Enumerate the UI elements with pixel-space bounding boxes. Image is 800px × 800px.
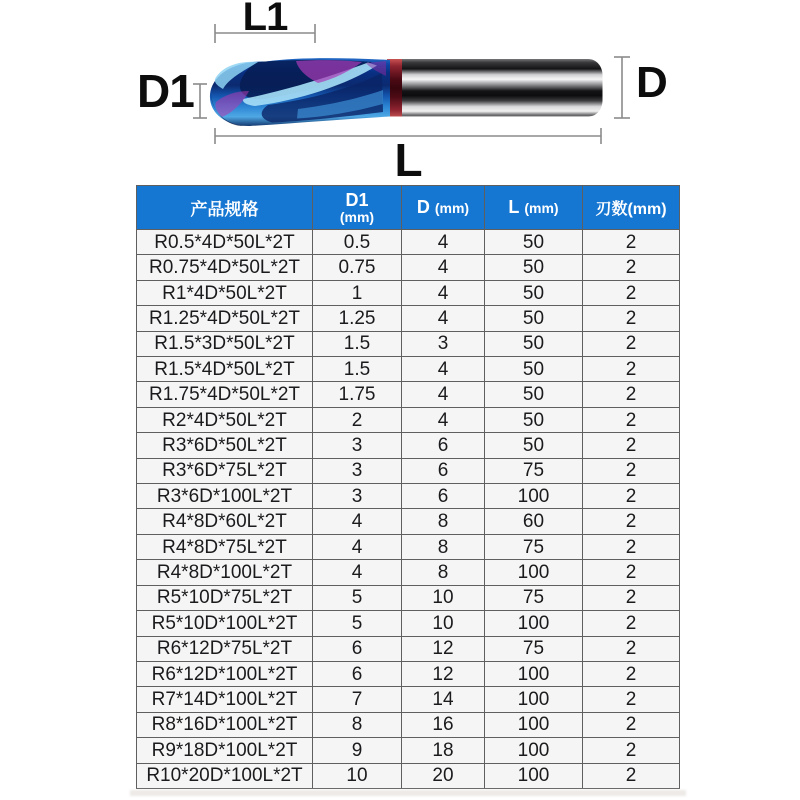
spec-cell: 100 bbox=[485, 712, 583, 737]
spec-cell: 9 bbox=[313, 738, 402, 763]
spec-cell: 75 bbox=[485, 534, 583, 559]
col-header-label: D bbox=[416, 197, 430, 217]
col-header-product-spec bbox=[137, 186, 313, 230]
table-row bbox=[137, 255, 680, 280]
spec-cell: 4 bbox=[313, 560, 402, 585]
spec-cell: R8*16D*100L*2T bbox=[137, 712, 313, 737]
spec-cell: R3*6D*100L*2T bbox=[137, 484, 313, 509]
spec-cell: R4*8D*75L*2T bbox=[137, 534, 313, 559]
spec-cell: 100 bbox=[485, 763, 583, 788]
spec-cell: R4*8D*60L*2T bbox=[137, 509, 313, 534]
table-header-row bbox=[137, 186, 680, 230]
spec-cell: 50 bbox=[485, 357, 583, 382]
spec-cell: 75 bbox=[485, 636, 583, 661]
spec-cell: 0.75 bbox=[313, 255, 402, 280]
spec-cell: 4 bbox=[402, 382, 485, 407]
table-row bbox=[137, 484, 680, 509]
spec-cell: 14 bbox=[402, 687, 485, 712]
spec-cell: 8 bbox=[402, 509, 485, 534]
spec-cell: R1*4D*50L*2T bbox=[137, 280, 313, 305]
spec-cell: 6 bbox=[402, 433, 485, 458]
spec-cell: 4 bbox=[402, 357, 485, 382]
spec-cell: 2 bbox=[583, 484, 680, 509]
spec-cell: 4 bbox=[402, 230, 485, 255]
spec-cell: R5*10D*100L*2T bbox=[137, 611, 313, 636]
spec-cell: 2 bbox=[583, 509, 680, 534]
spec-cell: 50 bbox=[485, 306, 583, 331]
spec-cell: 75 bbox=[485, 458, 583, 483]
col-header-unit: (mm) bbox=[339, 208, 375, 225]
table-row bbox=[137, 661, 680, 686]
spec-table-body bbox=[137, 230, 680, 789]
spec-cell: 8 bbox=[402, 560, 485, 585]
spec-cell: 12 bbox=[402, 636, 485, 661]
spec-cell: 4 bbox=[313, 509, 402, 534]
table-row bbox=[137, 611, 680, 636]
spec-cell: R6*12D*75L*2T bbox=[137, 636, 313, 661]
spec-cell: R0.5*4D*50L*2T bbox=[137, 230, 313, 255]
col-header-label: D1 bbox=[345, 189, 369, 210]
spec-cell: R0.75*4D*50L*2T bbox=[137, 255, 313, 280]
spec-cell: 60 bbox=[485, 509, 583, 534]
spec-cell: 75 bbox=[485, 585, 583, 610]
spec-cell: 8 bbox=[402, 534, 485, 559]
spec-cell: R1.5*4D*50L*2T bbox=[137, 357, 313, 382]
table-row bbox=[137, 306, 680, 331]
spec-cell: 20 bbox=[402, 763, 485, 788]
spec-cell: 12 bbox=[402, 661, 485, 686]
col-header-flutes bbox=[583, 186, 680, 230]
table-row bbox=[137, 280, 680, 305]
table-row bbox=[137, 585, 680, 610]
spec-cell: 2 bbox=[583, 636, 680, 661]
spec-cell: 50 bbox=[485, 433, 583, 458]
spec-cell: 2 bbox=[583, 458, 680, 483]
spec-cell: R3*6D*75L*2T bbox=[137, 458, 313, 483]
spec-cell: R2*4D*50L*2T bbox=[137, 407, 313, 432]
table-row bbox=[137, 687, 680, 712]
spec-cell: 2 bbox=[583, 738, 680, 763]
spec-cell: 2 bbox=[583, 611, 680, 636]
spec-cell: 4 bbox=[402, 306, 485, 331]
table-row bbox=[137, 712, 680, 737]
spec-cell: 2 bbox=[583, 763, 680, 788]
col-header-unit: (mm) bbox=[524, 200, 559, 216]
shank-diameter-label: D bbox=[636, 58, 667, 107]
col-header-d1 bbox=[313, 186, 402, 230]
overall-length-label: L bbox=[394, 134, 422, 186]
spec-cell: 0.5 bbox=[313, 230, 402, 255]
col-header-d bbox=[402, 186, 485, 230]
spec-cell: 5 bbox=[313, 585, 402, 610]
table-row bbox=[137, 357, 680, 382]
spec-cell: 1.5 bbox=[313, 331, 402, 356]
spec-cell: R1.75*4D*50L*2T bbox=[137, 382, 313, 407]
spec-cell: 6 bbox=[402, 458, 485, 483]
spec-cell: R5*10D*75L*2T bbox=[137, 585, 313, 610]
spec-cell: 2 bbox=[583, 560, 680, 585]
end-mill-diagram bbox=[0, 0, 800, 185]
spec-table bbox=[136, 185, 679, 789]
spec-cell: 3 bbox=[402, 331, 485, 356]
d-dimension-line bbox=[614, 57, 630, 118]
spec-cell: 1.75 bbox=[313, 382, 402, 407]
flute-length-label: L1 bbox=[242, 0, 288, 39]
spec-cell: 100 bbox=[485, 661, 583, 686]
spec-cell: 2 bbox=[583, 534, 680, 559]
spec-cell: 50 bbox=[485, 382, 583, 407]
spec-cell: R4*8D*100L*2T bbox=[137, 560, 313, 585]
spec-cell: 10 bbox=[313, 763, 402, 788]
spec-cell: 2 bbox=[583, 230, 680, 255]
shank-section bbox=[401, 59, 603, 117]
spec-cell: 4 bbox=[402, 280, 485, 305]
spec-cell: 50 bbox=[485, 280, 583, 305]
spec-cell: 7 bbox=[313, 687, 402, 712]
spec-cell: R1.25*4D*50L*2T bbox=[137, 306, 313, 331]
table-row bbox=[137, 534, 680, 559]
spec-cell: 50 bbox=[485, 407, 583, 432]
table-row bbox=[137, 458, 680, 483]
table-row bbox=[137, 509, 680, 534]
spec-cell: R7*14D*100L*2T bbox=[137, 687, 313, 712]
table-row bbox=[137, 738, 680, 763]
spec-cell: 5 bbox=[313, 611, 402, 636]
spec-cell: 4 bbox=[313, 534, 402, 559]
spec-cell: 2 bbox=[583, 585, 680, 610]
col-header-unit: (mm) bbox=[434, 200, 470, 216]
spec-cell: 6 bbox=[313, 661, 402, 686]
spec-cell: 2 bbox=[313, 407, 402, 432]
spec-cell: 16 bbox=[402, 712, 485, 737]
spec-cell: 50 bbox=[485, 255, 583, 280]
spec-cell: 2 bbox=[583, 433, 680, 458]
spec-cell: R10*20D*100L*2T bbox=[137, 763, 313, 788]
spec-cell: 6 bbox=[313, 636, 402, 661]
spec-cell: 2 bbox=[583, 687, 680, 712]
spec-cell: R1.5*3D*50L*2T bbox=[137, 331, 313, 356]
spec-cell: 6 bbox=[402, 484, 485, 509]
table-row bbox=[137, 382, 680, 407]
table-row bbox=[137, 331, 680, 356]
spec-cell: 1 bbox=[313, 280, 402, 305]
spec-cell: 2 bbox=[583, 255, 680, 280]
spec-cell: 100 bbox=[485, 611, 583, 636]
spec-cell: 100 bbox=[485, 560, 583, 585]
spec-cell: 3 bbox=[313, 433, 402, 458]
spec-cell: 4 bbox=[402, 255, 485, 280]
table-row bbox=[137, 230, 680, 255]
table-row bbox=[137, 407, 680, 432]
spec-cell: 1.25 bbox=[313, 306, 402, 331]
spec-cell: R6*12D*100L*2T bbox=[137, 661, 313, 686]
col-header-label: 刃数(mm) bbox=[595, 201, 667, 218]
spec-cell: 2 bbox=[583, 357, 680, 382]
spec-cell: 2 bbox=[583, 407, 680, 432]
spec-cell: 2 bbox=[583, 306, 680, 331]
spec-cell: 50 bbox=[485, 331, 583, 356]
spec-cell: 3 bbox=[313, 458, 402, 483]
spec-cell: 100 bbox=[485, 484, 583, 509]
col-header-l bbox=[485, 186, 583, 230]
table-row bbox=[137, 433, 680, 458]
spec-cell: 100 bbox=[485, 687, 583, 712]
spec-cell: 10 bbox=[402, 611, 485, 636]
spec-cell: R3*6D*50L*2T bbox=[137, 433, 313, 458]
col-header-label: 产品规格 bbox=[190, 200, 259, 219]
ball-diameter-label: D1 bbox=[137, 65, 194, 117]
spec-cell: 2 bbox=[583, 280, 680, 305]
table-row bbox=[137, 560, 680, 585]
col-header-label: L bbox=[508, 197, 520, 217]
spec-cell: 1.5 bbox=[313, 357, 402, 382]
d1-dimension-line bbox=[193, 84, 207, 118]
spec-cell: 10 bbox=[402, 585, 485, 610]
spec-cell: 2 bbox=[583, 331, 680, 356]
spec-cell: 2 bbox=[583, 661, 680, 686]
table-row bbox=[137, 763, 680, 788]
table-bottom-shadow bbox=[130, 790, 686, 796]
ball-nose-flute-section bbox=[210, 58, 390, 126]
spec-cell: 4 bbox=[402, 407, 485, 432]
spec-cell: 100 bbox=[485, 738, 583, 763]
table-row bbox=[137, 636, 680, 661]
spec-cell: R9*18D*100L*2T bbox=[137, 738, 313, 763]
spec-cell: 8 bbox=[313, 712, 402, 737]
spec-cell: 2 bbox=[583, 382, 680, 407]
spec-cell: 18 bbox=[402, 738, 485, 763]
spec-cell: 3 bbox=[313, 484, 402, 509]
spec-cell: 2 bbox=[583, 712, 680, 737]
spec-cell: 50 bbox=[485, 230, 583, 255]
